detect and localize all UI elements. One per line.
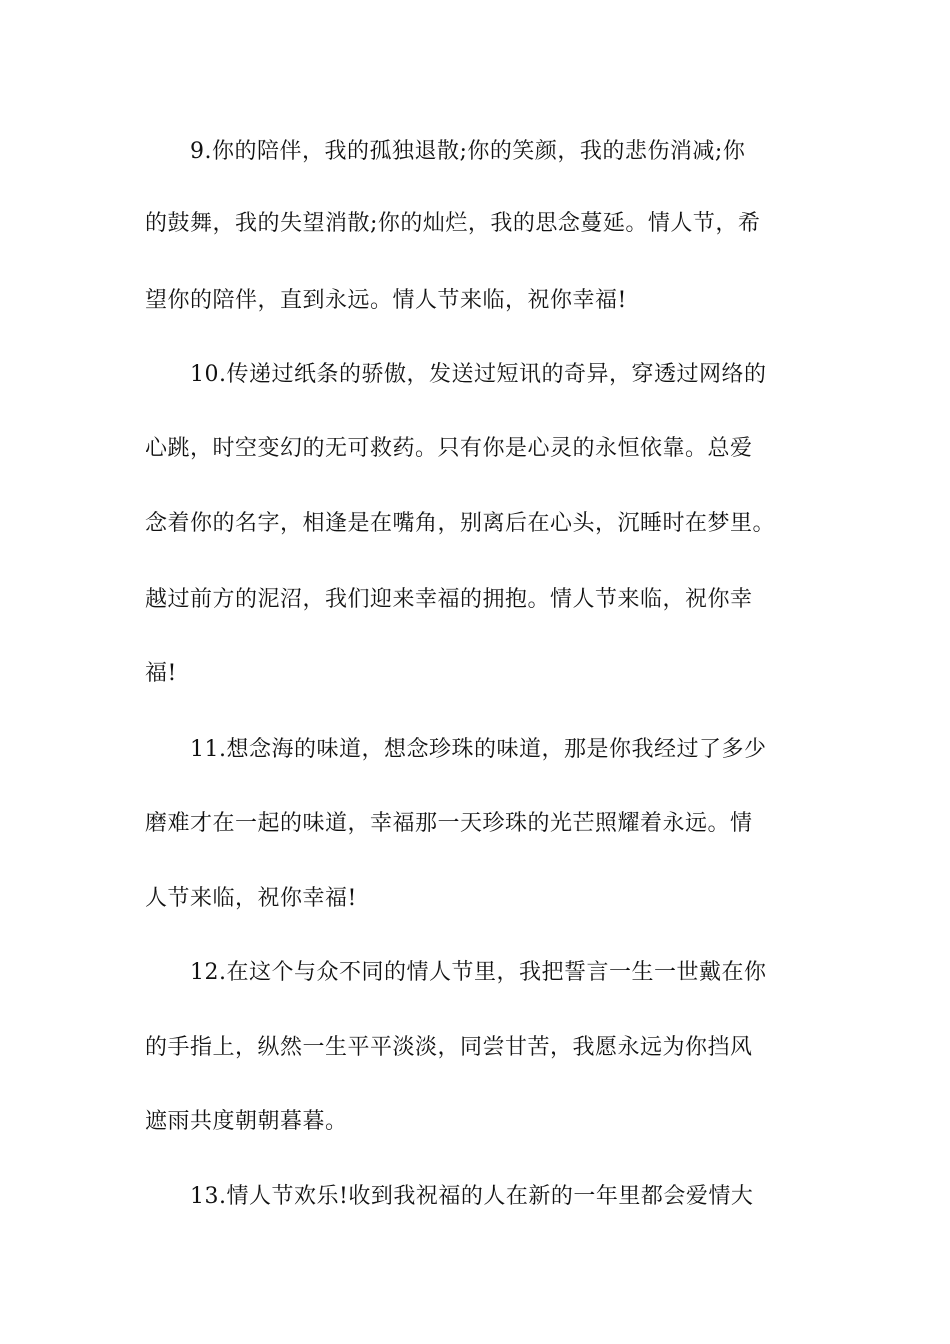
text-line: 10.传递过纸条的骄傲，发送过短讯的奇异，穿透过网络的 bbox=[190, 362, 767, 387]
text-line: 福! bbox=[145, 661, 177, 686]
text-line: 磨难才在一起的味道，幸福那一天珍珠的光芒照耀着永远。情 bbox=[145, 811, 753, 836]
text-line: 的手指上，纵然一生平平淡淡，同尝甘苦，我愿永远为你挡风 bbox=[145, 1035, 753, 1060]
text-line: 越过前方的泥沼，我们迎来幸福的拥抱。情人节来临，祝你幸 bbox=[145, 587, 753, 612]
text-line: 心跳，时空变幻的无可救药。只有你是心灵的永恒依靠。总爱 bbox=[145, 436, 753, 461]
text-line: 的鼓舞，我的失望消散;你的灿烂，我的思念蔓延。情人节，希 bbox=[145, 211, 761, 236]
text-line: 12.在这个与众不同的情人节里，我把誓言一生一世戴在你 bbox=[190, 960, 767, 985]
text-line: 11.想念海的味道，想念珍珠的味道，那是你我经过了多少 bbox=[190, 737, 767, 762]
text-line: 人节来临，祝你幸福! bbox=[145, 886, 357, 911]
text-line: 望你的陪伴，直到永远。情人节来临，祝你幸福! bbox=[145, 288, 627, 313]
text-line: 13.情人节欢乐!收到我祝福的人在新的一年里都会爱情大 bbox=[190, 1184, 754, 1209]
text-line: 遮雨共度朝朝暮暮。 bbox=[145, 1109, 348, 1134]
text-line: 9.你的陪伴，我的孤独退散;你的笑颜，我的悲伤消减;你 bbox=[190, 139, 746, 164]
text-line: 念着你的名字，相逢是在嘴角，别离后在心头，沉睡时在梦里。 bbox=[145, 511, 776, 536]
